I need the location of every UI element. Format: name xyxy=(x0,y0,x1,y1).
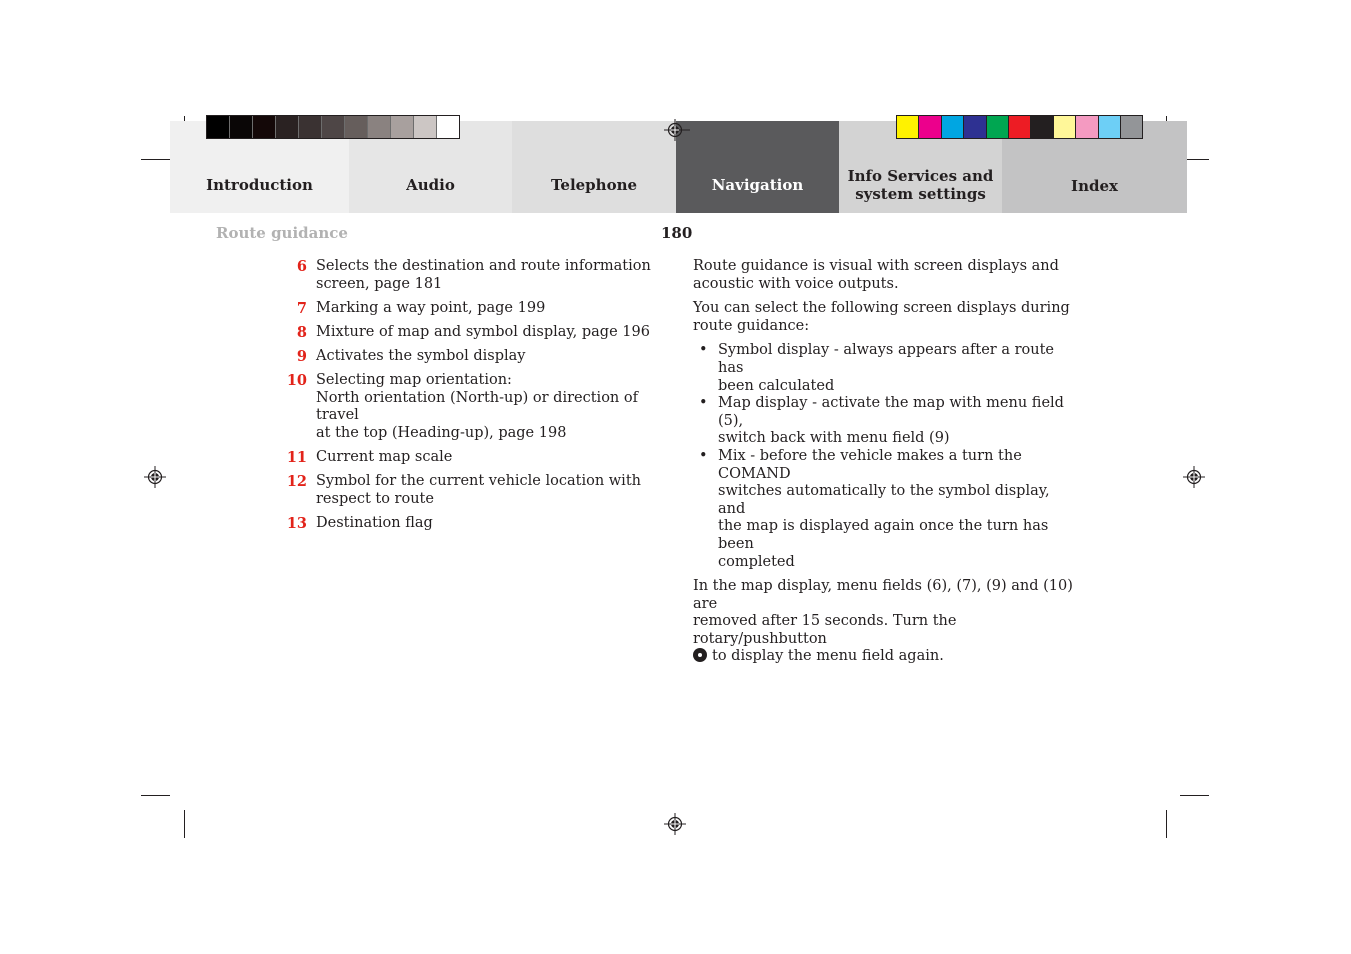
gray-swatch xyxy=(299,116,322,138)
item-number: 10 xyxy=(286,371,307,389)
crop-mark xyxy=(141,795,170,796)
crop-mark xyxy=(1166,810,1167,838)
list-item xyxy=(285,372,655,442)
color-swatch xyxy=(1054,116,1076,138)
bullet-icon: • xyxy=(699,342,708,359)
tab-label: Navigation xyxy=(711,176,804,194)
gray-swatch xyxy=(437,116,459,138)
color-swatch xyxy=(987,116,1009,138)
grayscale-calibration-bar xyxy=(206,115,460,139)
item-text: Mixture of map and symbol display, page 196 xyxy=(316,323,650,340)
bullet-item xyxy=(693,395,1073,448)
crop-mark xyxy=(184,810,185,838)
item-text: Marking a way point, page 199 xyxy=(316,299,546,316)
item-number: 7 xyxy=(296,299,307,317)
bullet-text: Map display - activate the map with menu field (5), switch back with menu field (9) xyxy=(718,395,1064,447)
color-swatch xyxy=(1121,116,1142,138)
color-swatch xyxy=(1099,116,1121,138)
legend-list xyxy=(285,258,655,539)
list-item xyxy=(285,258,655,293)
tab-label: Telephone xyxy=(550,176,638,194)
gray-swatch xyxy=(391,116,414,138)
registration-mark-icon xyxy=(664,813,686,835)
crop-mark xyxy=(141,159,170,160)
registration-mark-icon xyxy=(144,466,166,488)
bullet-text: Mix - before the vehicle makes a turn the COMAND switches automatically to the symbol display, and the map is displayed again once the turn has been completed xyxy=(718,447,1050,570)
gray-swatch xyxy=(207,116,230,138)
gray-swatch xyxy=(345,116,368,138)
bullet-text: Symbol display - always appears after a route has been calculated xyxy=(718,342,1054,394)
item-text: Selects the destination and route information screen, page 181 xyxy=(316,258,651,292)
registration-mark-icon xyxy=(664,119,690,141)
list-item xyxy=(285,324,655,342)
tab-label: Index xyxy=(1071,177,1118,195)
color-swatch xyxy=(1031,116,1053,138)
bullet-icon: • xyxy=(699,447,708,464)
tab-telephone[interactable] xyxy=(512,121,676,213)
color-swatch xyxy=(1076,116,1098,138)
color-swatch xyxy=(1009,116,1031,138)
rotary-pushbutton-icon xyxy=(693,648,707,662)
item-number: 8 xyxy=(296,323,307,341)
item-text: Activates the symbol display xyxy=(316,347,526,364)
color-calibration-bar xyxy=(896,115,1143,139)
bullet-icon: • xyxy=(699,395,708,412)
tab-navigation[interactable] xyxy=(676,121,839,213)
registration-mark-icon xyxy=(1183,466,1205,488)
gray-swatch xyxy=(253,116,276,138)
tab-label: Introduction xyxy=(206,176,313,194)
item-number: 13 xyxy=(286,514,307,532)
bullet-item xyxy=(693,448,1073,571)
paragraph-text: In the map display, menu fields (6), (7), (9) and (10) are removed after 15 seconds. Turn the rotary/pushbutton xyxy=(693,578,1073,647)
item-text: Symbol for the current vehicle location with respect to route xyxy=(316,472,641,507)
gray-swatch xyxy=(414,116,437,138)
gray-swatch xyxy=(276,116,299,138)
page-number: 180 xyxy=(661,224,693,242)
tab-label-line: system settings xyxy=(855,185,986,203)
bullet-item xyxy=(693,342,1073,395)
paragraph: You can select the following screen displays during route guidance: xyxy=(693,300,1070,334)
color-swatch xyxy=(964,116,986,138)
list-item xyxy=(285,449,655,467)
gray-swatch xyxy=(322,116,345,138)
paragraph-text: to display the menu field again. xyxy=(712,648,944,665)
color-swatch xyxy=(919,116,941,138)
gray-swatch xyxy=(368,116,391,138)
item-number: 11 xyxy=(286,448,307,466)
list-item xyxy=(285,300,655,318)
gray-swatch xyxy=(230,116,253,138)
list-item xyxy=(285,473,655,508)
tab-label xyxy=(848,167,994,203)
item-number: 12 xyxy=(286,472,307,490)
bullet-list xyxy=(693,342,1073,571)
paragraph xyxy=(693,578,1073,666)
tab-label: Audio xyxy=(406,176,455,194)
item-text: Selecting map orientation: North orientation (North-up) or direction of travel at the top (Heading-up), page 198 xyxy=(316,371,638,441)
color-swatch xyxy=(897,116,919,138)
item-text: Current map scale xyxy=(316,448,453,465)
crop-mark xyxy=(1180,795,1209,796)
tab-label-line: Info Services and xyxy=(847,167,994,185)
list-item xyxy=(285,348,655,366)
running-head: Route guidance xyxy=(216,224,348,242)
item-text: Destination flag xyxy=(316,514,433,531)
item-number: 9 xyxy=(296,347,307,365)
list-item xyxy=(285,515,655,533)
color-swatch xyxy=(942,116,964,138)
paragraph: Route guidance is visual with screen displays and acoustic with voice outputs. xyxy=(693,258,1059,292)
body-text-column xyxy=(693,258,1073,673)
item-number: 6 xyxy=(296,258,307,275)
